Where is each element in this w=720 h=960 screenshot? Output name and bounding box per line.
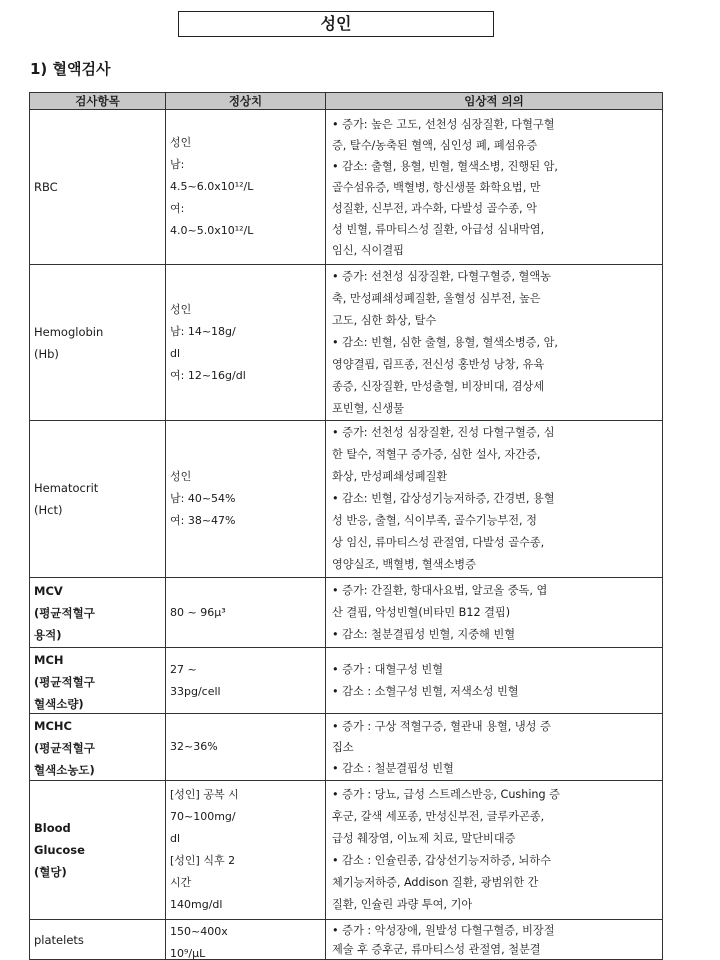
normal-line: 70~100mg/ [170, 810, 236, 823]
sig-line: 영양실조, 백혈병, 혈색소병증 [332, 558, 476, 571]
sig-line: • 증가: 선천성 심장질환, 진성 다혈구혈증, 심 [332, 426, 555, 439]
sig-line: 영양결핍, 림프종, 전신성 홍반성 낭창, 유육 [332, 357, 545, 371]
blood-test-table [29, 92, 663, 960]
name-cell [30, 648, 166, 714]
sig-cell [326, 714, 663, 781]
normal-line: 80 ~ 96μ³ [170, 605, 226, 619]
name-line: 혈색소농도) [34, 762, 95, 777]
normal-cell [166, 265, 326, 421]
normal-line: [성인] 식후 2 [170, 854, 236, 867]
table-row [30, 578, 663, 648]
name-line: MCV [34, 583, 63, 598]
name-cell [30, 265, 166, 421]
sig-line: 축, 만성폐쇄성폐질환, 울혈성 심부전, 높은 [332, 291, 541, 305]
normal-line: 남: 40~54% [170, 492, 236, 505]
table-row [30, 714, 663, 781]
table-row [30, 265, 663, 421]
normal-line: dl [170, 346, 181, 360]
normal-line: 27 ~ [170, 662, 197, 676]
normal-line: 남: [170, 158, 185, 171]
section-heading: 1) 혈액검사 [30, 60, 111, 78]
table-row [30, 920, 663, 960]
sig-line: • 감소: 빈혈, 심한 출혈, 용혈, 혈색소병증, 암, [332, 335, 558, 349]
normal-cell [166, 421, 326, 578]
sig-line: • 감소 : 소혈구성 빈혈, 저색소성 빈혈 [332, 684, 519, 698]
name-line: Blood [34, 821, 71, 835]
sig-line: • 증가 : 대혈구성 빈혈 [332, 662, 444, 676]
name-line: (Hb) [34, 346, 59, 361]
normal-line: 4.5~6.0x10¹²/L [170, 180, 254, 193]
sig-line: 고도, 심한 화상, 탈수 [332, 313, 437, 327]
sig-line: 화상, 만성폐쇄성폐질환 [332, 470, 448, 483]
normal-line: 33pg/cell [170, 684, 221, 698]
sig-cell [326, 421, 663, 578]
normal-cell [166, 781, 326, 920]
normal-cell [166, 648, 326, 714]
name-line: Hematocrit [34, 481, 99, 495]
sig-line: • 감소: 빈혈, 갑상성기능저하증, 간경변, 용혈 [332, 492, 555, 505]
sig-line: 후군, 갈색 세포종, 만성신부전, 글루카곤종, [332, 810, 545, 823]
normal-line: 성인 [170, 136, 192, 149]
sig-line: 집소 [332, 740, 354, 754]
sig-line: • 감소 : 인슐린종, 갑상선기능저하증, 뇌하수 [332, 854, 551, 867]
table-row [30, 421, 663, 578]
normal-line: 여: 38~47% [170, 514, 236, 527]
name-cell [30, 110, 166, 265]
name-line: (Hct) [34, 503, 63, 517]
sig-line: 임신, 식이결핍 [332, 243, 404, 257]
normal-line: 10⁹/μL [170, 946, 206, 959]
sig-line: 한 탈수, 적혈구 증가증, 심한 설사, 자간증, [332, 448, 541, 461]
normal-cell [166, 578, 326, 648]
sig-cell [326, 920, 663, 960]
normal-line: 여: 12~16g/dl [170, 368, 246, 382]
name-cell [30, 781, 166, 920]
name-cell [30, 714, 166, 781]
sig-line: • 증가: 높은 고도, 선천성 심장질환, 다혈구혈 [332, 117, 555, 131]
normal-line: [성인] 공복 시 [170, 788, 239, 801]
name-line: platelets [34, 932, 84, 947]
sig-line: 상 임신, 류마티스성 관절염, 다발성 골수종, [332, 536, 545, 549]
name-line: Glucose [34, 843, 85, 857]
sig-cell [326, 648, 663, 714]
sig-cell [326, 781, 663, 920]
sig-line: 포빈혈, 신생물 [332, 401, 404, 415]
sig-line: • 증가 : 악성장애, 원발성 다혈구혈증, 비장절 [332, 923, 555, 937]
name-line: 용적) [34, 627, 62, 642]
name-line: (평균적혈구 [34, 740, 95, 755]
name-cell [30, 920, 166, 960]
sig-line: 골수섬유증, 백혈병, 항신생물 화학요법, 만 [332, 180, 541, 194]
normal-cell [166, 110, 326, 265]
sig-line: • 감소: 철분결핍성 빈혈, 지중해 빈혈 [332, 627, 516, 641]
sig-line: 제술 후 증후군, 류마티스성 관절염, 철분결 [332, 942, 541, 956]
sig-line: 산 결핍, 악성빈혈(비타민 B12 결핍) [332, 605, 511, 619]
name-line: MCHC [34, 718, 72, 733]
normal-line: 성인 [170, 302, 192, 316]
sig-line: • 감소: 출혈, 용혈, 빈혈, 혈색소병, 진행된 암, [332, 159, 558, 173]
name-line: (평균적혈구 [34, 605, 95, 620]
name-line: Hemoglobin [34, 324, 104, 339]
normal-line: 시간 [170, 876, 192, 889]
sig-line: 증, 탈수/농축된 혈액, 심인성 폐, 폐섬유증 [332, 138, 538, 152]
sig-line: 성 빈혈, 류마티스성 질환, 아급성 심내막염, [332, 222, 545, 236]
normal-line: dl [170, 832, 181, 845]
normal-line: 140mg/dl [170, 898, 223, 911]
table-row [30, 648, 663, 714]
normal-cell [166, 714, 326, 781]
sig-line: • 증가 : 구상 적혈구증, 혈관내 용혈, 냉성 증 [332, 719, 551, 733]
name-line: (평균적혈구 [34, 674, 95, 689]
normal-line: 성인 [170, 470, 192, 483]
name-line: MCH [34, 652, 64, 667]
table-row [30, 781, 663, 920]
name-cell [30, 421, 166, 578]
header-clinical-significance: 임상적 의의 [326, 93, 663, 110]
sig-line: 질환, 인슐린 과량 투여, 기아 [332, 898, 473, 911]
header-normal-range: 정상치 [166, 93, 326, 110]
sig-line: 성질환, 신부전, 과수화, 다발성 골수종, 악 [332, 201, 537, 215]
normal-line: 32~36% [170, 740, 218, 753]
normal-line: 4.0~5.0x10¹²/L [170, 224, 254, 237]
sig-line: 체기능저하증, Addison 질환, 광범위한 간 [332, 876, 539, 889]
table-row [30, 110, 663, 265]
name-line: (혈당) [34, 865, 67, 879]
page-title: 성인 [178, 11, 494, 37]
normal-cell [166, 920, 326, 960]
sig-line: • 감소 : 철분결핍성 빈혈 [332, 761, 454, 775]
name-line: 혈색소량) [34, 696, 84, 711]
table-header-row [30, 93, 663, 110]
sig-cell [326, 110, 663, 265]
normal-line: 150~400x [170, 924, 228, 938]
name-line: RBC [34, 180, 58, 194]
sig-line: • 증가: 선천성 심장질환, 다혈구혈증, 혈액농 [332, 269, 551, 283]
sig-line: 종증, 신장질환, 만성출혈, 비장비대, 겸상세 [332, 379, 545, 393]
sig-cell [326, 578, 663, 648]
sig-line: • 증가: 간질환, 항대사요법, 알코올 중독, 엽 [332, 583, 548, 597]
sig-line: • 증가 : 당뇨, 급성 스트레스반응, Cushing 증 [332, 788, 560, 801]
sig-line: 성 반응, 출혈, 식이부족, 골수기능부전, 정 [332, 514, 537, 527]
normal-line: 여: [170, 202, 185, 215]
normal-line: 남: 14~18g/ [170, 324, 236, 338]
sig-cell [326, 265, 663, 421]
name-cell [30, 578, 166, 648]
sig-line: 급성 췌장염, 이뇨제 치료, 말단비대증 [332, 832, 516, 845]
header-test-item: 검사항목 [30, 93, 166, 110]
